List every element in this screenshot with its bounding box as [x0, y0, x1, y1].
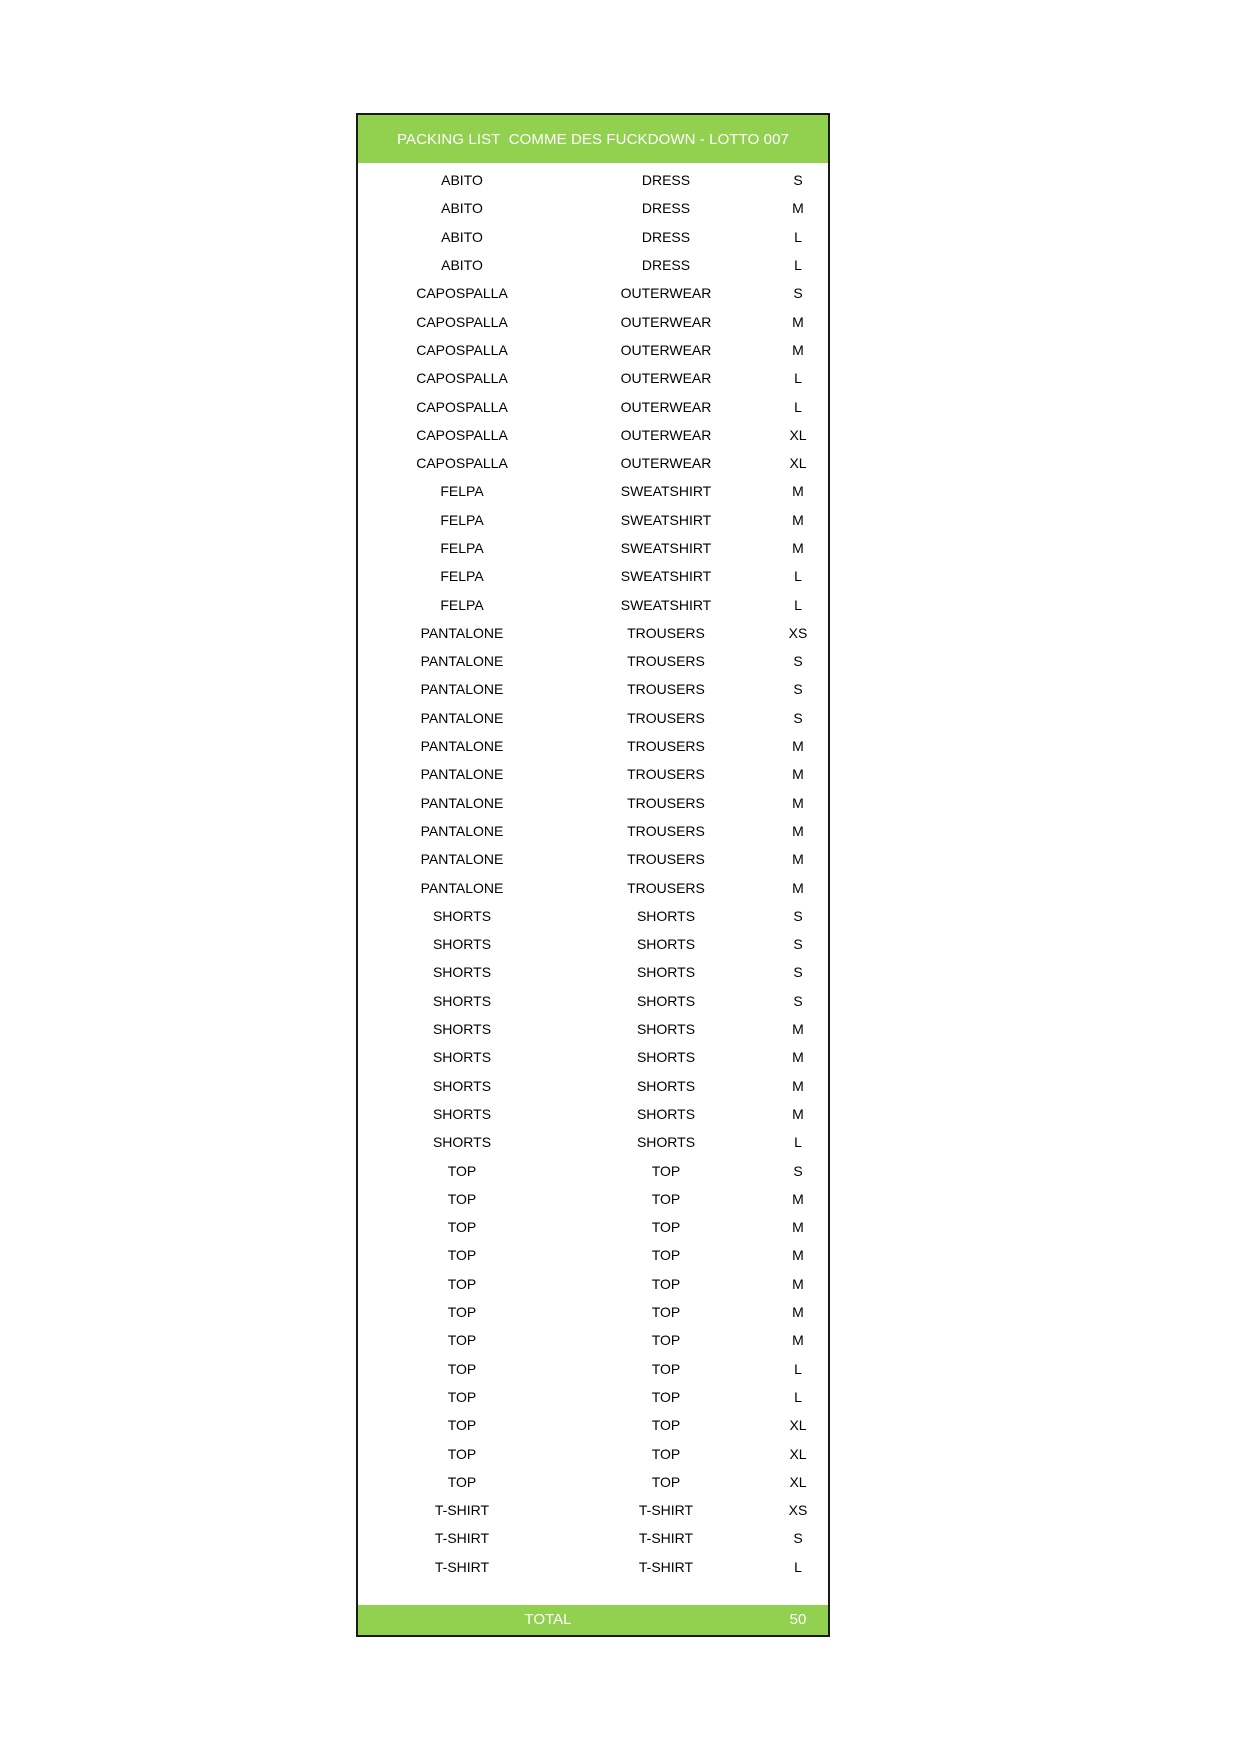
table-row — [358, 1072, 828, 1100]
item-size: M — [792, 822, 804, 839]
table-row — [358, 958, 828, 986]
item-name-en: TROUSERS — [627, 879, 705, 896]
item-name-en: SWEATSHIRT — [620, 540, 712, 556]
item-name-en: SHORTS — [636, 1105, 696, 1122]
item-size: L — [794, 398, 802, 415]
table-row — [358, 279, 828, 307]
packing-list-rows — [358, 166, 828, 1581]
item-size: S — [793, 681, 803, 698]
item-name-it: SHORTS — [432, 992, 492, 1009]
item-name-it: TOP — [447, 1445, 477, 1462]
item-name-it: PANTALONE — [420, 709, 504, 726]
item-name-it: ABITO — [441, 200, 483, 217]
item-name-en: SHORTS — [636, 1077, 696, 1094]
item-name-it: TOP — [447, 1332, 477, 1349]
item-name-it: TOP — [447, 1417, 477, 1434]
item-name-en: SHORTS — [636, 1134, 696, 1151]
item-name-it: FELPA — [440, 483, 484, 500]
item-name-it: SHORTS — [432, 1049, 492, 1066]
item-name-en: TOP — [651, 1332, 681, 1349]
item-name-it: FELPA — [440, 568, 484, 585]
item-name-it: PANTALONE — [420, 766, 504, 783]
item-size: XS — [788, 1502, 808, 1519]
item-name-en: SWEATSHIRT — [620, 596, 712, 613]
table-row — [358, 477, 828, 505]
item-name-en: OUTERWEAR — [620, 341, 712, 358]
item-size: S — [793, 936, 803, 953]
item-name-en: TOP — [651, 1190, 681, 1207]
item-size: XL — [789, 1417, 807, 1434]
table-row — [358, 1270, 828, 1298]
item-name-en: OUTERWEAR — [620, 398, 712, 415]
item-size: M — [792, 1021, 804, 1038]
item-name-en: SHORTS — [636, 1049, 696, 1066]
table-row — [358, 1524, 828, 1552]
item-name-en: DRESS — [641, 200, 691, 217]
item-size: L — [794, 1360, 802, 1377]
table-row — [358, 647, 828, 675]
item-name-it: FELPA — [440, 511, 484, 528]
item-name-en: TOP — [651, 1417, 681, 1434]
item-size: L — [794, 257, 802, 274]
table-row — [358, 251, 828, 279]
item-name-en: TROUSERS — [627, 709, 705, 726]
item-name-it: T-SHIRT — [434, 1502, 490, 1519]
item-size: S — [793, 1530, 803, 1547]
table-row — [358, 1468, 828, 1496]
table-row — [358, 336, 828, 364]
item-name-it: SHORTS — [432, 907, 492, 924]
item-name-it: TOP — [447, 1247, 477, 1264]
table-row — [358, 1439, 828, 1467]
item-name-it: SHORTS — [432, 1134, 492, 1151]
item-size: M — [792, 1219, 804, 1236]
item-name-en: SHORTS — [636, 992, 696, 1009]
total-value: 50 — [789, 1611, 807, 1628]
table-row — [358, 1298, 828, 1326]
table-row — [358, 930, 828, 958]
item-size: XL — [789, 1445, 807, 1462]
item-size: S — [793, 907, 803, 924]
packing-list-table — [356, 113, 830, 1637]
item-size: S — [793, 653, 803, 670]
item-name-en: OUTERWEAR — [620, 285, 712, 302]
item-size: M — [792, 1275, 804, 1292]
item-name-en: TROUSERS — [627, 738, 705, 755]
table-row — [358, 902, 828, 930]
table-row — [358, 1185, 828, 1213]
table-row — [358, 194, 828, 222]
item-size: S — [793, 709, 803, 726]
item-name-it: FELPA — [440, 540, 484, 556]
table-row — [358, 1100, 828, 1128]
item-name-en: TOP — [651, 1388, 681, 1405]
item-name-it: PANTALONE — [420, 738, 504, 755]
item-size: L — [794, 1388, 802, 1405]
item-name-en: TOP — [651, 1162, 681, 1179]
item-name-it: PANTALONE — [420, 681, 504, 698]
table-row — [358, 590, 828, 618]
table-row — [358, 987, 828, 1015]
item-name-it: TOP — [447, 1473, 477, 1490]
item-name-it: CAPOSPALLA — [416, 313, 508, 330]
item-size: XS — [788, 624, 808, 641]
packing-list-title: PACKING LIST COMME DES FUCKDOWN - LOTTO 007 — [358, 115, 828, 163]
item-name-it: CAPOSPALLA — [416, 370, 508, 387]
item-name-en: TOP — [651, 1473, 681, 1490]
item-size: M — [792, 341, 804, 358]
item-name-it: SHORTS — [432, 1077, 492, 1094]
item-name-it: TOP — [447, 1275, 477, 1292]
item-size: M — [792, 1247, 804, 1264]
item-name-it: CAPOSPALLA — [416, 341, 508, 358]
table-row — [358, 789, 828, 817]
table-row — [358, 1043, 828, 1071]
item-name-en: SHORTS — [636, 936, 696, 953]
item-name-en: TROUSERS — [627, 851, 705, 868]
table-row — [358, 421, 828, 449]
table-row — [358, 619, 828, 647]
table-row — [358, 449, 828, 477]
item-name-en: SHORTS — [636, 907, 696, 924]
table-row — [358, 845, 828, 873]
table-row — [358, 307, 828, 335]
item-name-en: OUTERWEAR — [620, 455, 712, 472]
item-name-it: CAPOSPALLA — [416, 426, 508, 443]
item-name-it: PANTALONE — [420, 624, 504, 641]
item-size: M — [792, 1077, 804, 1094]
table-row — [358, 873, 828, 901]
item-name-en: DRESS — [641, 257, 691, 274]
item-name-it: PANTALONE — [420, 851, 504, 868]
table-row — [358, 1156, 828, 1184]
item-name-it: PANTALONE — [420, 653, 504, 670]
item-name-it: FELPA — [440, 596, 484, 613]
item-name-en: SWEATSHIRT — [620, 568, 712, 585]
item-size: M — [792, 483, 804, 500]
item-name-it: PANTALONE — [420, 879, 504, 896]
table-row — [358, 506, 828, 534]
table-row — [358, 732, 828, 760]
item-name-en: TOP — [651, 1360, 681, 1377]
item-size: M — [792, 511, 804, 528]
item-size: S — [793, 285, 803, 302]
item-name-en: T-SHIRT — [638, 1530, 694, 1547]
item-name-it: ABITO — [441, 172, 483, 189]
item-size: S — [793, 964, 803, 981]
item-name-en: SWEATSHIRT — [620, 483, 712, 500]
item-size: L — [794, 596, 802, 613]
item-name-it: TOP — [447, 1162, 477, 1179]
table-row — [358, 675, 828, 703]
item-name-en: DRESS — [641, 172, 691, 189]
item-name-it: TOP — [447, 1388, 477, 1405]
item-size: M — [792, 1190, 804, 1207]
item-size: M — [792, 738, 804, 755]
item-size: XL — [789, 455, 807, 472]
table-row — [358, 534, 828, 562]
item-name-it: CAPOSPALLA — [416, 398, 508, 415]
item-size: XL — [789, 1473, 807, 1490]
item-name-en: TROUSERS — [627, 822, 705, 839]
table-row — [358, 364, 828, 392]
item-name-it: SHORTS — [432, 1105, 492, 1122]
item-name-it: TOP — [447, 1304, 477, 1321]
item-size: M — [792, 1105, 804, 1122]
item-name-en: T-SHIRT — [638, 1558, 694, 1575]
table-row — [358, 1354, 828, 1382]
item-name-en: DRESS — [641, 228, 691, 245]
total-row — [358, 1605, 828, 1635]
item-name-it: T-SHIRT — [434, 1558, 490, 1575]
item-size: M — [792, 313, 804, 330]
item-size: M — [792, 1332, 804, 1349]
item-size: L — [794, 370, 802, 387]
table-row — [358, 1241, 828, 1269]
item-name-en: OUTERWEAR — [620, 426, 712, 443]
item-name-it: TOP — [447, 1190, 477, 1207]
table-row — [358, 1128, 828, 1156]
item-size: S — [793, 1162, 803, 1179]
item-name-en: TROUSERS — [627, 653, 705, 670]
table-row — [358, 562, 828, 590]
item-name-en: TOP — [651, 1275, 681, 1292]
item-size: M — [792, 766, 804, 783]
item-name-en: OUTERWEAR — [620, 313, 712, 330]
item-size: M — [792, 200, 804, 217]
item-size: M — [792, 794, 804, 811]
table-row — [358, 704, 828, 732]
item-name-it: CAPOSPALLA — [416, 455, 508, 472]
item-size: M — [792, 540, 804, 556]
item-size: S — [793, 992, 803, 1009]
item-name-en: TOP — [651, 1219, 681, 1236]
item-size: M — [792, 1304, 804, 1321]
item-size: M — [792, 851, 804, 868]
item-size: L — [794, 568, 802, 585]
item-name-it: TOP — [447, 1360, 477, 1377]
item-name-it: PANTALONE — [420, 822, 504, 839]
item-name-en: SHORTS — [636, 964, 696, 981]
item-size: M — [792, 1049, 804, 1066]
item-size: S — [793, 172, 803, 189]
item-name-it: PANTALONE — [420, 794, 504, 811]
item-size: L — [794, 1558, 802, 1575]
table-row — [358, 760, 828, 788]
item-name-en: TOP — [651, 1445, 681, 1462]
item-name-en: TROUSERS — [627, 794, 705, 811]
item-size: L — [794, 228, 802, 245]
item-size: XL — [789, 426, 807, 443]
item-name-en: T-SHIRT — [638, 1502, 694, 1519]
item-name-it: ABITO — [441, 228, 483, 245]
table-row — [358, 817, 828, 845]
item-name-en: OUTERWEAR — [620, 370, 712, 387]
item-name-en: TROUSERS — [627, 624, 705, 641]
table-row — [358, 223, 828, 251]
table-row — [358, 1496, 828, 1524]
table-row — [358, 1383, 828, 1411]
item-name-it: SHORTS — [432, 1021, 492, 1038]
table-row — [358, 1213, 828, 1241]
item-name-en: TOP — [651, 1304, 681, 1321]
item-name-it: CAPOSPALLA — [416, 285, 508, 302]
item-name-it: T-SHIRT — [434, 1530, 490, 1547]
total-label: TOTAL — [524, 1611, 572, 1628]
item-name-it: SHORTS — [432, 964, 492, 981]
item-name-en: TROUSERS — [627, 766, 705, 783]
item-name-it: SHORTS — [432, 936, 492, 953]
table-row — [358, 1326, 828, 1354]
item-name-it: TOP — [447, 1219, 477, 1236]
item-name-it: ABITO — [441, 257, 483, 274]
table-row — [358, 1553, 828, 1581]
table-row — [358, 166, 828, 194]
item-size: M — [792, 879, 804, 896]
item-name-en: TROUSERS — [627, 681, 705, 698]
table-row — [358, 1411, 828, 1439]
item-name-en: SWEATSHIRT — [620, 511, 712, 528]
item-name-en: TOP — [651, 1247, 681, 1264]
item-size: L — [794, 1134, 802, 1151]
table-row — [358, 392, 828, 420]
item-name-en: SHORTS — [636, 1021, 696, 1038]
table-row — [358, 1015, 828, 1043]
